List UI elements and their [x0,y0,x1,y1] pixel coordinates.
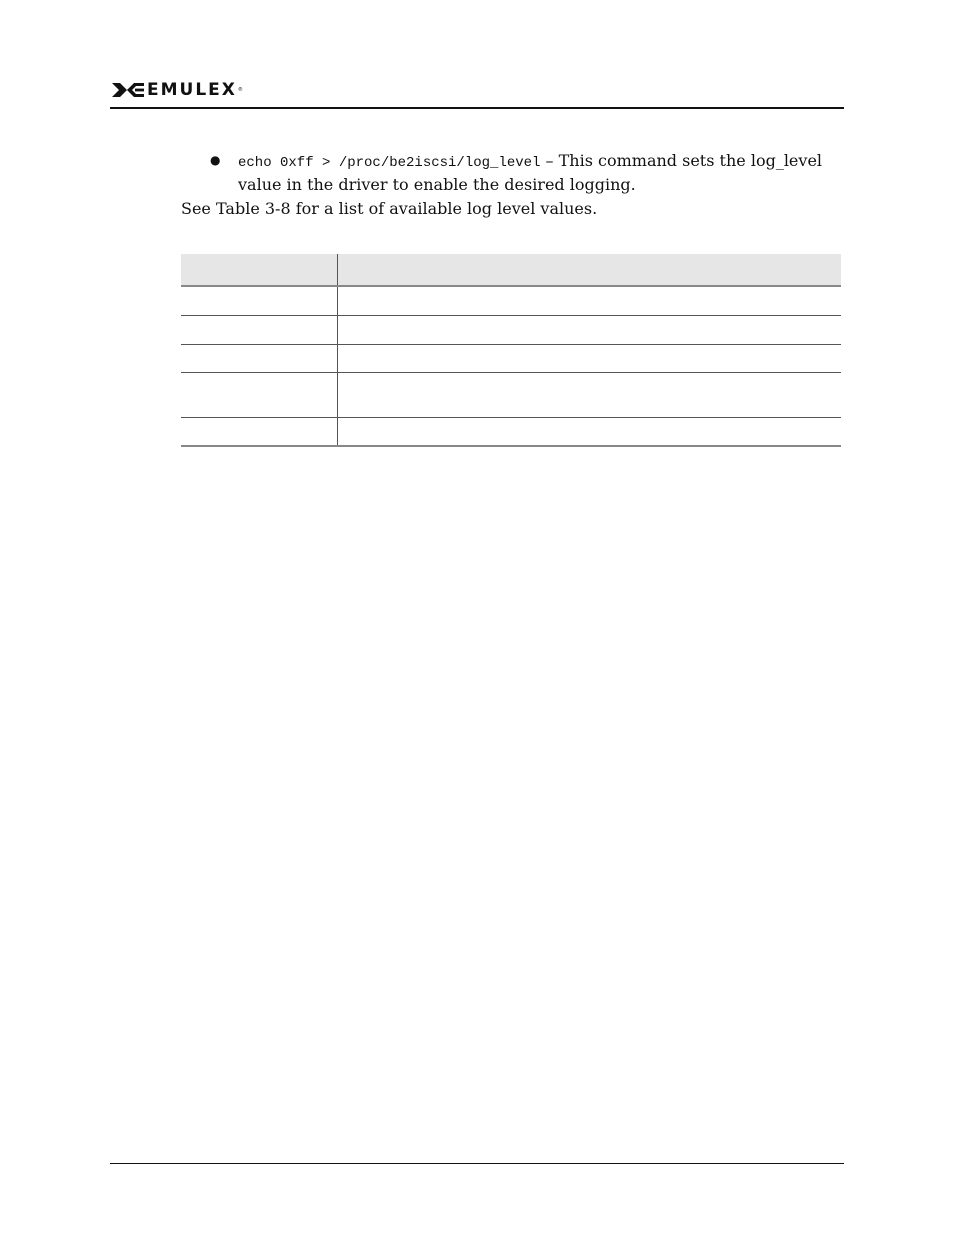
table-cell [338,316,842,345]
table-cell [338,418,842,447]
registered-mark: ® [237,87,243,93]
log-level-table [181,254,841,447]
header-rule [110,107,844,109]
table-cell [181,373,338,418]
emulex-logo-icon [111,81,145,99]
table-row [181,286,841,316]
table-row [181,373,841,418]
command-code: echo 0xff > /proc/be2iscsi/log_level [238,155,541,171]
table-cell [338,373,842,418]
table-cell [181,286,338,316]
bullet-text [238,150,842,195]
emulex-logo-text: EMULEX [147,80,237,100]
table-row [181,418,841,447]
table-row [181,345,841,373]
command-description: – This command sets the log_level value in the driver to enable the desired logging. [238,151,823,194]
table-reference-paragraph: See Table 3-8 for a list of available log level values. [181,199,598,218]
table-header-row [181,254,841,286]
table-cell [338,286,842,316]
table-cell [181,418,338,447]
table-cell [181,316,338,345]
emulex-logo [111,81,243,99]
bullet-marker: ● [210,153,221,167]
page-header [110,78,844,110]
table-cell [338,345,842,373]
table-cell [181,345,338,373]
table-header-cell [181,254,338,286]
footer-rule [110,1163,844,1164]
table-row [181,316,841,345]
table-header-cell [338,254,842,286]
